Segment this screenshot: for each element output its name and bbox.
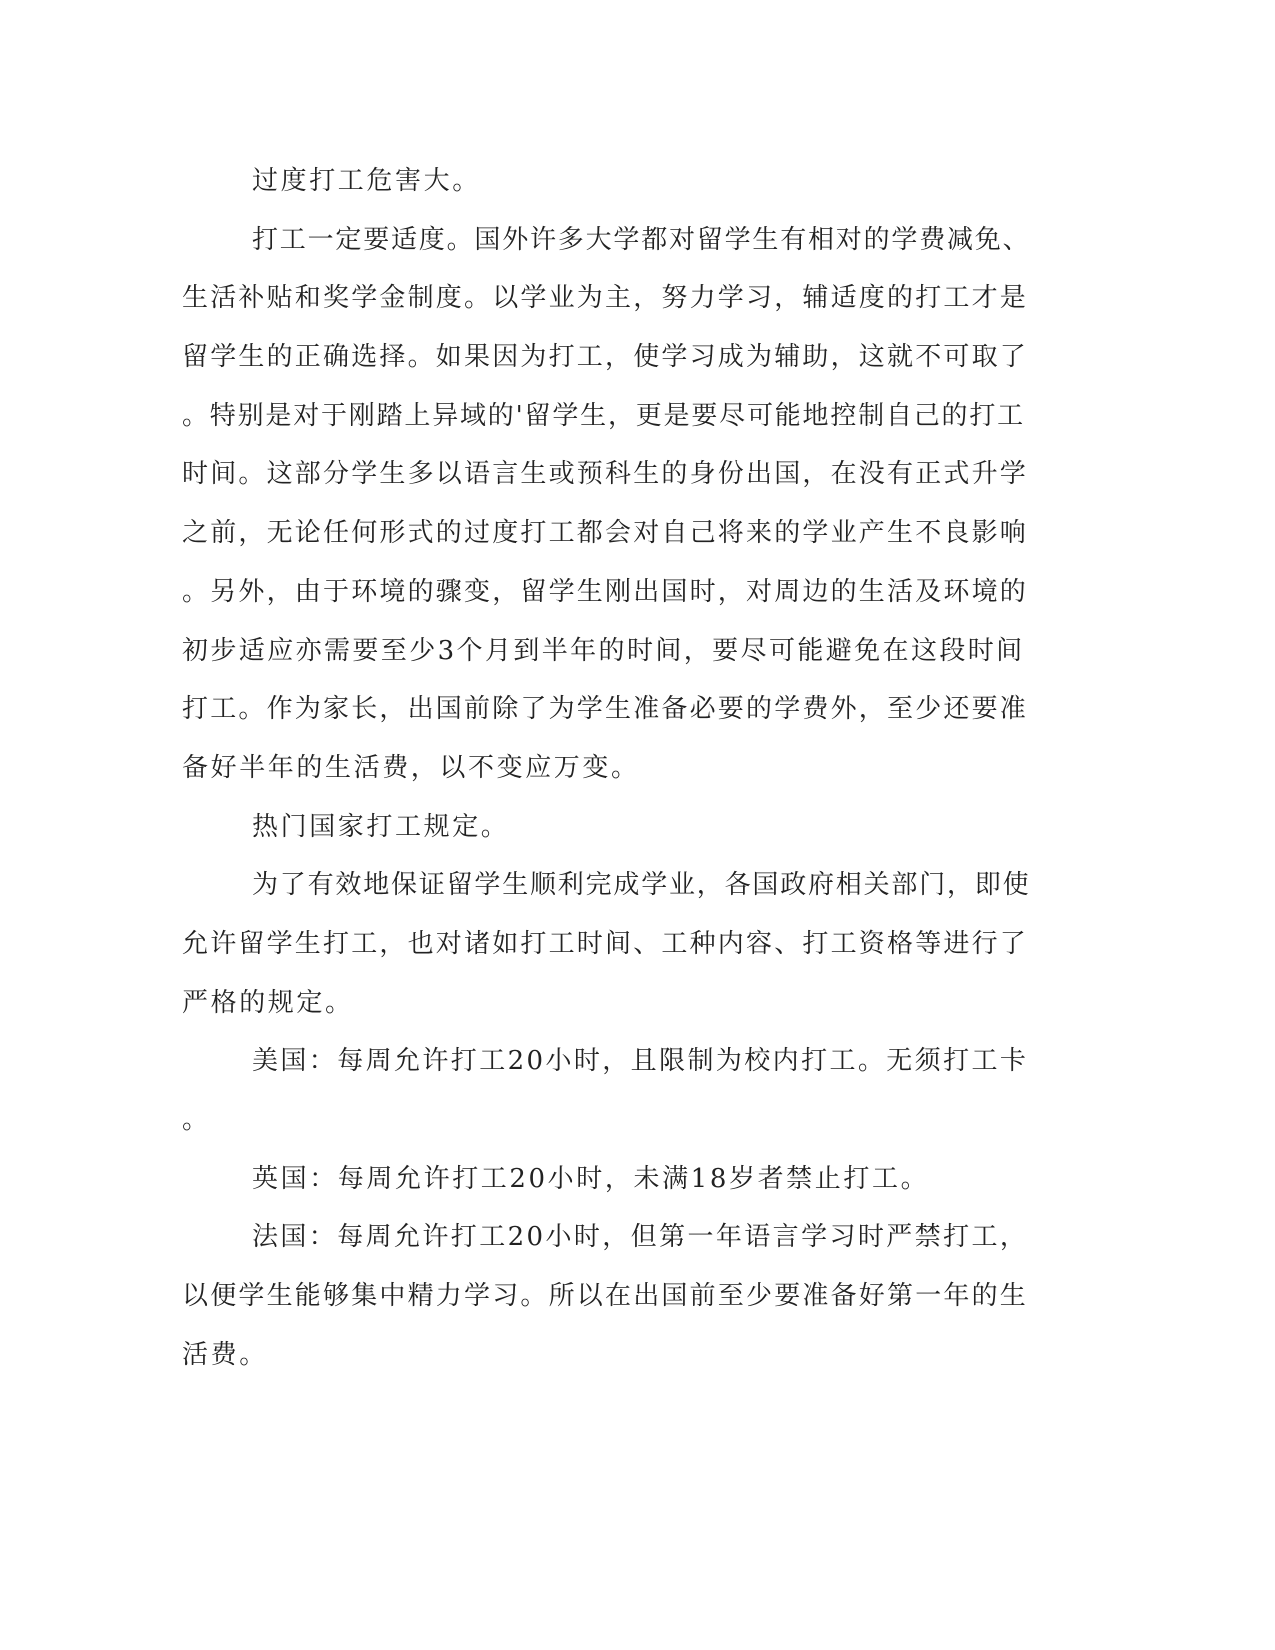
paragraph-line: 时间。这部分学生多以语言生或预科生的身份出国，在没有正式升学 xyxy=(182,459,1029,490)
paragraph-line: 为了有效地保证留学生顺利完成学业，各国政府相关部门，即使 xyxy=(252,870,1031,901)
paragraph-line: 。特别是对于刚踏上异域的'留学生，更是要尽可能地控制自己的打工 xyxy=(182,400,1025,431)
paragraph-line: 留学生的正确选择。如果因为打工，使学习成为辅助，这就不可取了 xyxy=(182,342,1029,373)
paragraph-line: 生活补贴和奖学金制度。以学业为主，努力学习，辅适度的打工才是 xyxy=(182,283,1029,314)
paragraph-line: 打工。作为家长，出国前除了为学生准备必要的学费外，至少还要准 xyxy=(182,694,1029,725)
heading-country-rules: 热门国家打工规定。 xyxy=(252,811,510,842)
document-body xyxy=(182,152,1030,1384)
rule-france: 法国：每周允许打工20小时，但第一年语言学习时严禁打工， xyxy=(252,1222,1029,1253)
paragraph-line: 严格的规定。 xyxy=(182,987,354,1018)
rule-uk: 英国：每周允许打工20小时，未满18岁者禁止打工。 xyxy=(252,1163,930,1194)
paragraph-line: 备好半年的生活费，以不变应万变。 xyxy=(182,752,640,783)
paragraph-line: 。 xyxy=(182,1105,211,1135)
paragraph-line: 打工一定要适度。国外许多大学都对留学生有相对的学费减免、 xyxy=(252,224,1031,255)
paragraph-line: 初步适应亦需要至少3个月到半年的时间，要尽可能避免在这段时间 xyxy=(182,635,1025,666)
heading-overwork-harm: 过度打工危害大。 xyxy=(252,166,481,196)
paragraph-line: 活费。 xyxy=(182,1339,268,1370)
paragraph-line: 以便学生能够集中精力学习。所以在出国前至少要准备好第一年的生 xyxy=(182,1281,1029,1312)
paragraph-line: 允许留学生打工，也对诸如打工时间、工种内容、打工资格等进行了 xyxy=(182,928,1029,959)
rule-usa: 美国：每周允许打工20小时，且限制为校内打工。无须打工卡 xyxy=(252,1046,1029,1077)
paragraph-line: 。另外，由于环境的骤变，留学生刚出国时，对周边的生活及环境的 xyxy=(182,576,1029,607)
paragraph-line: 之前，无论任何形式的过度打工都会对自己将来的学业产生不良影响 xyxy=(182,518,1029,549)
